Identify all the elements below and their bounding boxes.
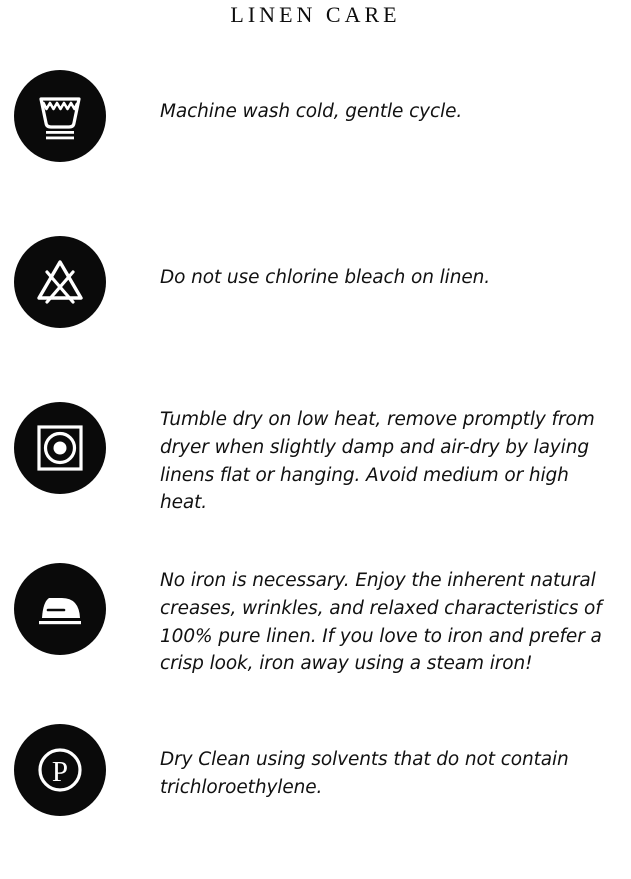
care-instruction-row — [0, 402, 631, 517]
do-not-bleach-badge — [14, 236, 106, 328]
care-instruction-list — [0, 70, 631, 816]
iron-badge — [14, 563, 106, 655]
care-instruction-text: Dry Clean using solvents that do not contain trichloroethylene. — [160, 749, 569, 798]
icon-cell — [12, 236, 108, 328]
icon-cell — [12, 402, 108, 494]
do-not-bleach-triangle-icon — [31, 253, 89, 311]
wash-tub-badge — [14, 70, 106, 162]
text-cell — [108, 70, 617, 126]
icon-cell — [12, 563, 108, 655]
dry-clean-p-icon — [31, 741, 89, 799]
iron-icon — [31, 580, 89, 638]
care-instruction-row — [0, 563, 631, 678]
text-cell — [108, 563, 617, 678]
text-cell — [108, 724, 617, 802]
svg-text:P: P — [51, 756, 69, 788]
care-instruction-text: No iron is necessary. Enjoy the inherent natural creases, wrinkles, and relaxed characteristics of 100% pure linen. If you love to iron and prefer a crisp look, iron away using a steam iron! — [160, 570, 602, 675]
dry-clean-badge — [14, 724, 106, 816]
page-title: LINEN CARE — [230, 2, 401, 27]
care-instruction-text: Machine wash cold, gentle cycle. — [160, 101, 463, 122]
tumble-dry-low-icon — [31, 419, 89, 477]
icon-cell — [12, 70, 108, 162]
wash-tub-icon — [31, 87, 89, 145]
text-cell — [108, 236, 617, 292]
care-instruction-text: Do not use chlorine bleach on linen. — [160, 267, 491, 288]
icon-cell — [12, 724, 108, 816]
care-instruction-row — [0, 724, 631, 816]
care-instruction-row — [0, 236, 631, 328]
care-instruction-row — [0, 70, 631, 162]
care-instruction-text: Tumble dry on low heat, remove promptly from dryer when slightly damp and air-dry by laying linens flat or hanging. Avoid medium or high heat. — [160, 409, 595, 514]
tumble-dry-badge — [14, 402, 106, 494]
text-cell — [108, 402, 617, 517]
